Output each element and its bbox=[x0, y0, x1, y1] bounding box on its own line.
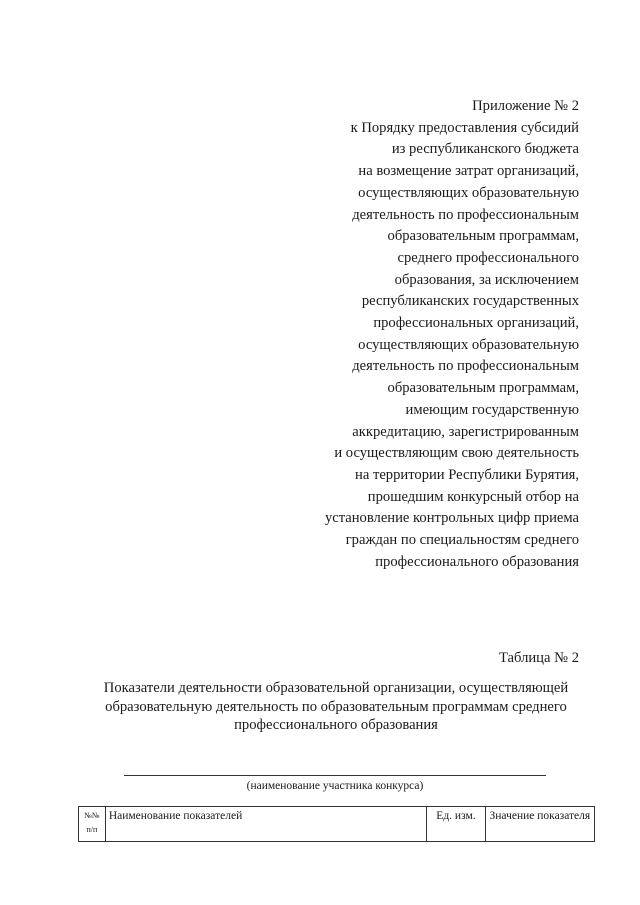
appendix-line: республиканских государственных bbox=[361, 293, 579, 310]
appendix-line: граждан по специальностям среднего bbox=[345, 532, 579, 549]
header-cell-name: Наименование показателей bbox=[105, 807, 426, 842]
appendix-line: и осуществляющим свою деятельность bbox=[334, 445, 579, 462]
appendix-line: профессионального образования bbox=[375, 553, 579, 570]
table-number: Таблица № 2 bbox=[499, 650, 579, 666]
appendix-line: из республиканского бюджета bbox=[391, 141, 579, 158]
heading-line: профессионального образования bbox=[234, 717, 438, 733]
appendix-line: образования, за исключением bbox=[394, 271, 579, 288]
appendix-line: деятельность по профессиональным bbox=[352, 206, 579, 223]
appendix-line: к Порядку предоставления субсидий bbox=[350, 119, 579, 136]
appendix-line: имеющим государственную bbox=[405, 401, 579, 418]
table-header-row bbox=[79, 807, 595, 842]
header-cell-number: №№ п/п bbox=[79, 807, 106, 842]
appendix-line: образовательным программам, bbox=[387, 228, 579, 245]
header-cell-unit: Ед. изм. bbox=[427, 807, 486, 842]
appendix-line: установление контрольных цифр приема bbox=[324, 510, 579, 527]
appendix-title: Приложение № 2 bbox=[472, 98, 579, 114]
header-cell-value: Значение показателя bbox=[485, 807, 594, 842]
appendix-header bbox=[249, 96, 579, 573]
appendix-line: на территории Республики Бурятия, bbox=[355, 466, 579, 483]
appendix-line: аккредитацию, зарегистрированным bbox=[352, 423, 579, 440]
appendix-line: профессиональных организаций, bbox=[373, 315, 579, 332]
participant-name-line bbox=[124, 775, 546, 776]
heading-line: Показатели деятельности образовательной организации, осуществляющей bbox=[103, 680, 569, 696]
appendix-line: образовательным программам, bbox=[387, 380, 579, 397]
appendix-line: среднего профессионального bbox=[397, 249, 579, 266]
heading-line: образовательную деятельность по образовательным программам среднего bbox=[105, 698, 567, 715]
appendix-line: осуществляющих образовательную bbox=[358, 336, 579, 353]
indicators-table bbox=[78, 806, 595, 842]
table-heading bbox=[76, 679, 596, 735]
appendix-line: деятельность по профессиональным bbox=[352, 358, 579, 375]
appendix-line: прошедшим конкурсный отбор на bbox=[367, 488, 579, 505]
participant-caption: (наименование участника конкурса) bbox=[246, 780, 424, 792]
appendix-line: на возмещение затрат организаций, bbox=[358, 163, 579, 180]
appendix-line: осуществляющих образовательную bbox=[358, 184, 579, 201]
